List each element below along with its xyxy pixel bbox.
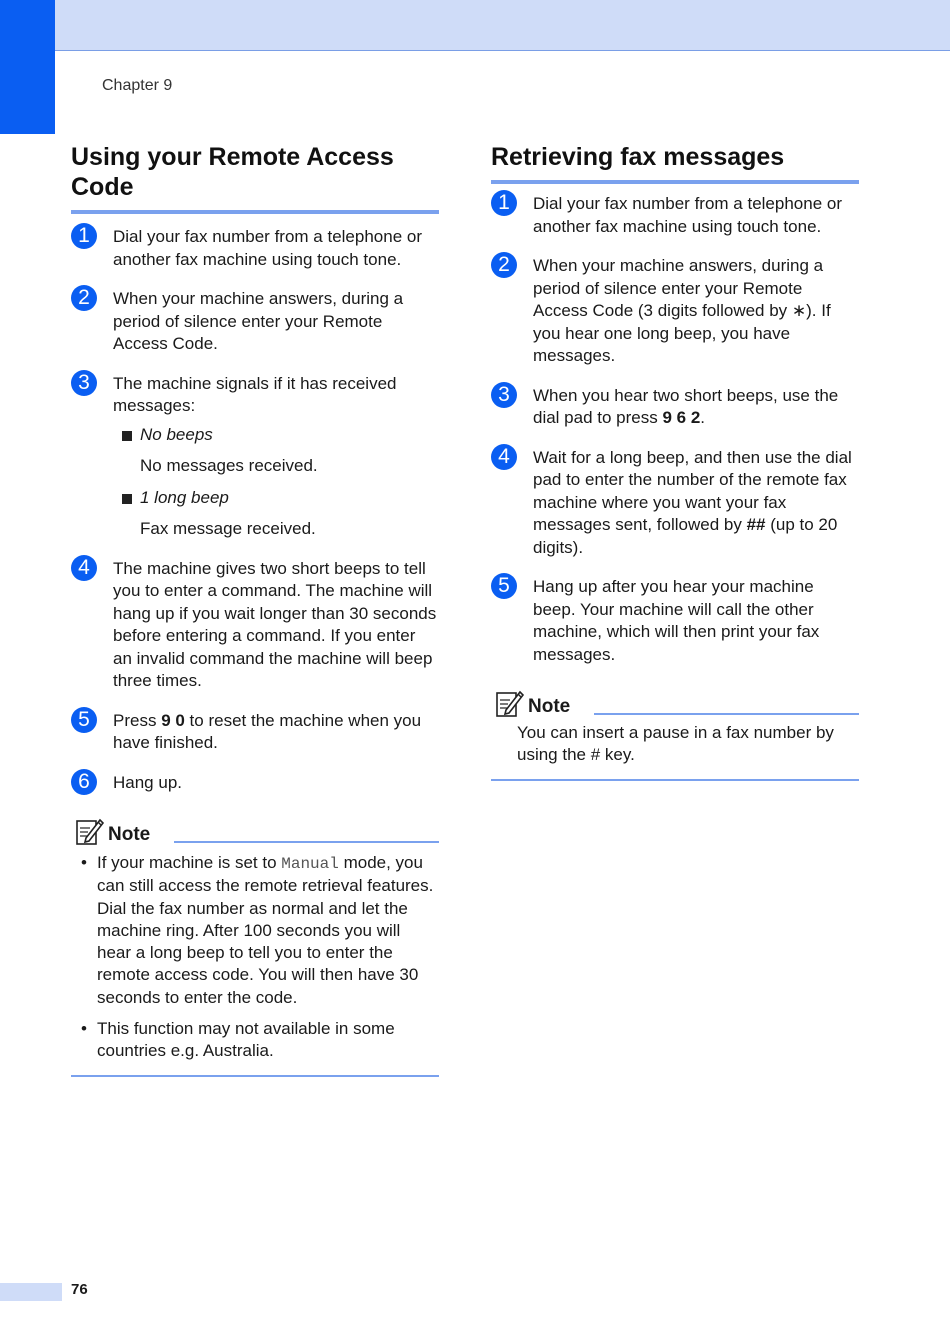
header-band — [0, 0, 950, 51]
step-number-badge: 5 — [491, 573, 517, 599]
note-box — [71, 814, 439, 1077]
signal-description: No messages received. — [140, 456, 318, 475]
note-header — [491, 686, 859, 718]
note-title: Note — [528, 696, 571, 717]
step-number-badge: 4 — [491, 444, 517, 470]
step-text-after: . — [700, 408, 706, 427]
step-number-badge: 1 — [491, 190, 517, 216]
bullet-dot-icon: • — [81, 853, 87, 872]
step-number-badge: 6 — [71, 769, 97, 795]
step-text: When your machine answers, during a period of silence enter your Remote Access Code (3 digits followed by ∗). If you hear one long beep, you have messages. — [533, 256, 831, 365]
step — [491, 444, 859, 560]
note-pencil-icon — [74, 816, 104, 846]
step-text-after: to reset the machine when you have finished. — [113, 710, 422, 752]
step-number-badge: 1 — [71, 223, 97, 249]
step-text: The machine signals if it has received messages: — [113, 373, 397, 415]
step-text: When your machine answers, during a period of silence enter your Remote Access Code. — [113, 289, 404, 353]
signal-title: No beeps — [140, 424, 213, 444]
step-number-badge: 4 — [71, 555, 97, 581]
step — [71, 707, 439, 755]
step-number-badge: 2 — [491, 252, 517, 278]
step-number-badge: 3 — [71, 370, 97, 396]
note-rule — [174, 841, 439, 843]
note-bullet — [71, 852, 439, 1009]
key-sequence: 9 6 2 — [662, 408, 701, 427]
note-box — [491, 686, 859, 781]
right-column — [491, 142, 859, 781]
page-number: 76 — [71, 1281, 88, 1298]
note-title: Note — [108, 824, 151, 845]
step — [491, 576, 859, 666]
step — [491, 382, 859, 430]
note-header — [71, 814, 439, 846]
step-text: The machine gives two short beeps to tell you to enter a command. The machine will hang up if you wait longer than 30 seconds before entering a command. If you enter an invalid command the machine will beep three times. — [113, 558, 437, 690]
step — [71, 226, 439, 271]
signal-title: 1 long beep — [140, 487, 229, 507]
chapter-label: Chapter 9 — [102, 77, 173, 94]
mode-name: Manual — [281, 855, 339, 873]
step-text-after: (up to 20 digits). — [533, 515, 838, 557]
step-text-before: Wait for a long beep, and then use the dial pad to enter the number of the remote fax machine where you want your fax messages sent, followed by — [533, 447, 852, 534]
step — [491, 193, 859, 238]
remote-access-steps — [71, 226, 439, 794]
square-bullet-icon — [122, 494, 132, 504]
signal-item — [113, 487, 439, 541]
section-title-retrieving-fax: Retrieving fax messages — [491, 142, 859, 184]
step-text: Hang up after you hear your machine beep. Your machine will call the other machine, which will then print your fax messages. — [533, 577, 820, 664]
step — [71, 288, 439, 356]
note-bullets — [71, 852, 439, 1063]
step-text: Hang up. — [113, 772, 182, 792]
page-number-tab — [0, 1283, 62, 1301]
signal-item — [113, 424, 439, 478]
bullet-dot-icon: • — [81, 1019, 87, 1039]
step — [71, 769, 439, 795]
retrieve-fax-steps — [491, 193, 859, 666]
step-number-badge: 3 — [491, 382, 517, 408]
step-number-badge: 5 — [71, 707, 97, 733]
chapter-tab — [0, 0, 55, 134]
step-text-before: When you hear two short beeps, use the dial pad to press — [533, 385, 839, 427]
step-text: Dial your fax number from a telephone or another fax machine using touch tone. — [113, 227, 422, 269]
step — [71, 555, 439, 693]
key-sequence: ## — [746, 515, 766, 534]
note-text: This function may not available in some countries e.g. Australia. — [97, 1019, 395, 1061]
step-text-before: Press — [113, 710, 162, 730]
note-rule — [594, 713, 859, 715]
section-title-remote-access: Using your Remote Access Code — [71, 142, 439, 214]
note-text-before: If your machine is set to — [97, 853, 282, 872]
step — [491, 255, 859, 368]
step-text: Dial your fax number from a telephone or another fax machine using touch tone. — [533, 194, 842, 236]
note-bullet — [71, 1018, 439, 1063]
left-column — [71, 142, 439, 1077]
note-text: You can insert a pause in a fax number by using the # key. — [517, 723, 834, 765]
step-number-badge: 2 — [71, 285, 97, 311]
step — [71, 370, 439, 541]
note-text-after: mode, you can still access the remote retrieval features. Dial the fax number as normal and let the machine ring. After 100 seconds you will hear a long beep to tell you to enter the remote access code. You will then have 30 seconds to enter the code. — [97, 853, 434, 1007]
note-pencil-icon — [494, 688, 524, 718]
square-bullet-icon — [122, 431, 132, 441]
key-sequence: 9 0 — [161, 710, 185, 730]
signal-description: Fax message received. — [140, 519, 316, 538]
signal-list — [113, 424, 439, 541]
